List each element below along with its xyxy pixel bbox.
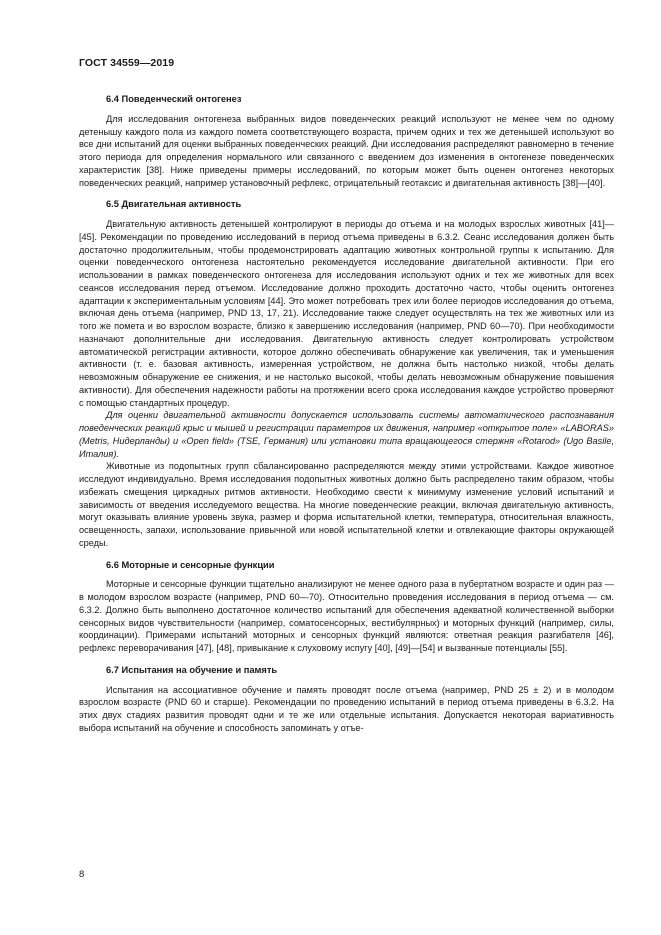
- section-6-5: [79, 198, 614, 549]
- paragraph: Испытания на ассоциативное обучение и память проводят после отъема (например, PND 25 ± 2) и в молодом взрослом возрасте (PND 60 и старше). Рекомендации по проведению испытаний в период отъема приведены в 6.3.2. На этих двух стадиях развития проводят одни и те же или отдельные испытания. Допускается некоторая вариативность выбора испытаний на обучение и способность запоминать у отъе-: [79, 684, 614, 733]
- section-heading: 6.7 Испытания на обучение и память: [106, 664, 278, 675]
- section-heading: 6.4 Поведенческий онтогенез: [106, 94, 242, 104]
- section-6-7: [79, 664, 614, 735]
- section-6-4: [79, 93, 614, 189]
- standard-header: ГОСТ 34559—2019: [79, 57, 175, 69]
- paragraph: Для исследования онтогенеза выбранных видов поведенческих реакций используют не менее чем по одному детенышу каждого пола из каждого помета соответствующего возраста, причем одних и тех же детенышей используют во все дни испытаний для оценки выбранных поведенческих реакций. Дни исследования распределяют равномерно в течение этого периода для определения нормального или связанного с введением доз изменения в онтогенезе поведенческих характеристик [38]. Ниже приведены примеры исследований, по которым может быть оценен онтогенез некоторых поведенческих реакций, например установочный рефлекс, отрицательный геотаксис и двигательная активность [38]—[40].: [79, 113, 614, 188]
- paragraph: Двигательную активность детенышей контролируют в периоды до отъема и на молодых взрослых животных [41]—[45]. Рекомендации по проведению исследований в период отъема приведены в 6.3.2. Сеанс исследования должен быть достаточно продолжительным, чтобы продемонстрировать адаптацию животных контрольной группы к испытанию. Для оценки поведенческого онтогенеза настоятельно рекомендуется исследование двигательной активности. При его использовании в рамках поведенческого онтогенеза для исследования используют одних и тех же животных для всех сеансов исследования перед отъемом. Исследование должно проходить достаточно часто, чтобы оценить онтогенез адаптации к экспериментальным условиям [44]. Это может потребовать трех или более периодов исследования до отъема, включая день отъема (например, PND 13, 17, 21). Исследование также следует осуществлять на тех же животных или из того же помета и во взрослом возрасте, близко к завершению исследования (например, PND 60—70). При необходимости назначают дополнительные дни исследования. Двигательную активность следует контролировать устройством автоматической регистрации активности, которое должно обеспечивать обнаружение как увеличения, так и уменьшения активности (т. е. базовая активность, измеренная устройством, не должна быть настолько низкой, чтобы делать невозможным обнаружение ее снижения, и не настолько высокой, чтобы делать невозможным обнаружение повышения активности). Для обеспечения надежности работы на протяжении всего срока исследования каждое устройство проверяют с помощью стандартных процедур.: [79, 219, 614, 408]
- page-content: [79, 93, 614, 735]
- paragraph: Животные из подопытных групп сбалансированно распределяются между этими устройствами. Каждое животное исследуют индивидуально. Время исследования подопытных животных должно быть распределено таким образом, чтобы избежать смещения циркадных ритмов активности. Необходимо свести к минимуму изменение условий испытаний и зависимость от введения исследуемого вещества. На многие поведенческие реакции, включая двигательную активность, могут оказывать влияние уровень звука, размер и форма испытательной клетки, температура, относительная влажность, освещенность, запахи, использование привычной или новой испытательной клетки и отвлекающие факторы окружающей среды.: [79, 461, 614, 548]
- italic-note-paragraph: Для оценки двигательной активности допускается использовать системы автоматического распознавания поведенческих реакций крыс и мышей и регистрации параметров их движения, например «открытое поле» «LABORAS» (Metris, Нидерланды) и «Open field» (TSE, Германия) или установки типа вращающегося стержня «Rotarod» (Ugo Basile, Италия).: [79, 410, 614, 459]
- page-number: 8: [79, 869, 85, 880]
- section-heading: 6.5 Двигательная активность: [106, 199, 242, 210]
- paragraph: Моторные и сенсорные функции тщательно анализируют не менее одного раза в пубертатном возрасте и один раз — в молодом взрослом возрасте (например, PND 60—70). Относительно проведения исследования в период отъема — см. 6.3.2. Должно быть выполнено достаточное количество испытаний для обеспечения адекватной количественной выборки сенсорных видов чувствительности (например, соматосенсорных, вестибулярных) и моторных функций (например, силы, координации). Примерами испытаний моторных и сенсорных функций являются: ответная реакция разгибателя [46], рефлекс переворачивания [47], [48], привыкание к слуховому испугу [40], [49]—[54] и вызванные потенциалы [55].: [79, 579, 614, 653]
- section-6-6: [79, 559, 614, 655]
- section-heading: 6.6 Моторные и сенсорные функции: [106, 559, 275, 570]
